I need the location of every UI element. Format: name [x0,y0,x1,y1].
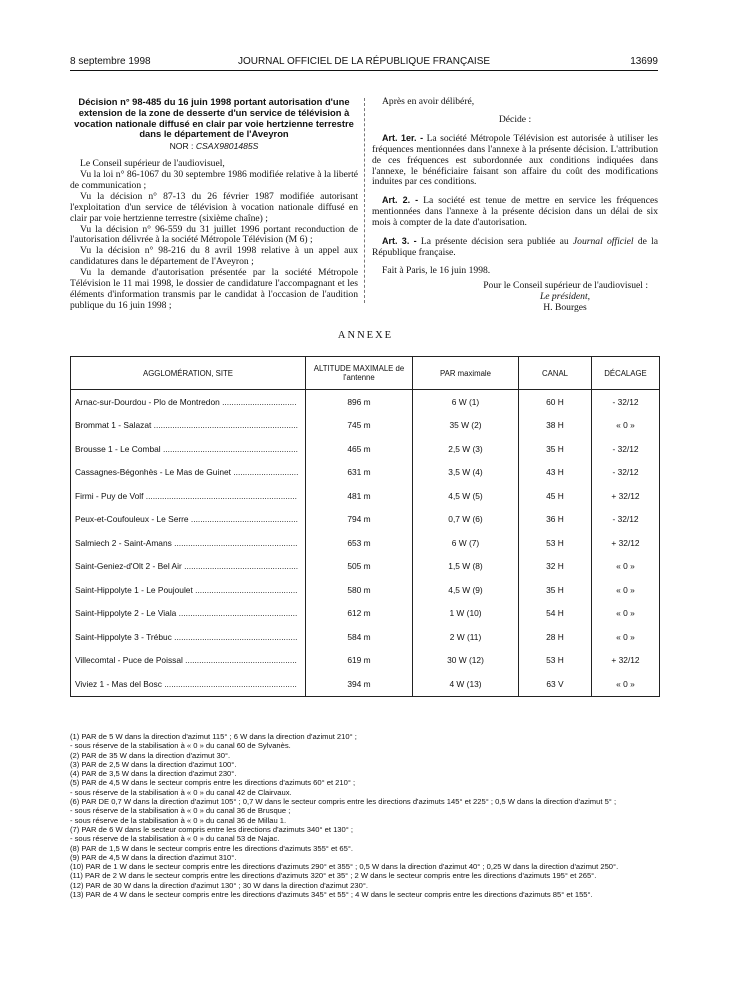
cell-decalage: - 32/12 [592,461,660,485]
article-3-text-before: La présente décision sera publiée au [420,236,569,248]
cell-altitude: 505 m [306,555,413,579]
cell-decalage: « 0 » [592,555,660,579]
cell-canal: 35 H [519,437,592,461]
note-line: (5) PAR de 4,5 W dans le secteur compris entre les directions d'azimuts 60° et 210° ; [70,778,356,788]
article-1-text: La société Métropole Télévision est autorisée à utiliser les fréquences mentionnées dans l'annexe à la présente décision. L'attribution de ces fréquences est subordonnée aux conditions indiquées dans l'annexe, le bénéficiaire faisant son affaire du coût des modifications induites par ces conditions. [372,132,658,188]
signature-role-line [372,292,658,303]
site-name: Saint-Hippolyte 3 - Trébuc [75,631,172,642]
annexe-notes [70,732,660,899]
table-row [71,555,660,579]
site-name: Saint-Geniez-d'Olt 2 - Bel Air [75,561,182,572]
cell-decalage: « 0 » [592,625,660,649]
cell-canal: 60 H [519,390,592,414]
cell-canal: 63 V [519,672,592,696]
article-3-journal: Journal officiel [572,236,634,248]
col-header-decalage: DÉCALAGE [592,357,660,390]
note-line: (8) PAR de 1,5 W dans le secteur compris entre les directions d'azimuts 355° et 65°. [70,843,353,853]
cell-canal: 32 H [519,555,592,579]
dot-leader: .............................................................. [151,420,298,431]
cell-altitude: 481 m [306,484,413,508]
cell-decalage: « 0 » [592,414,660,438]
cell-canal: 36 H [519,508,592,532]
site-name: Salmiech 2 - Saint-Amans [75,537,172,548]
header-date: 8 septembre 1998 [70,56,151,67]
dot-leader: ................................................ [182,655,297,666]
article-3 [372,236,658,259]
table-row [71,390,660,414]
note-line: (7) PAR de 6 W dans le secteur compris entre les directions d'azimuts 340° et 130° ; [70,824,353,834]
dot-leader: ......................................................... [161,678,297,689]
site-name: Firmi - Puy de Volf [75,490,144,501]
cell-altitude: 394 m [306,672,413,696]
signature-for: Pour le Conseil supérieur de l'audiovisuel : [483,279,648,291]
signature-name: H. Bourges [543,301,587,313]
cell-site [71,555,306,579]
note-line: (3) PAR de 2,5 W dans la direction d'azimut 100°. [70,759,237,769]
cell-decalage: + 32/12 [592,484,660,508]
paragraph: Vu la décision n° 96-559 du 31 juillet 1996 portant reconduction de l'autorisation délivrée à la société Métropole Télévision (M 6) ; [70,223,358,246]
cell-site [71,508,306,532]
deliberation: Après en avoir délibéré, [382,96,475,107]
dot-leader: ..................................................... [171,537,298,548]
note-line: (2) PAR de 35 W dans la direction d'azimut 30°. [70,750,231,760]
note-line: (10) PAR de 1 W dans le secteur compris entre les directions d'azimuts 290° et 355° ; 0,5 W dans la direction d'azimut 40° ; 0,25 W dans la direction d'azimut 250°. [70,862,619,872]
cell-decalage: - 32/12 [592,390,660,414]
dot-leader: ................................ [219,396,297,407]
dot-leader: ............................ [230,467,299,478]
site-name: Saint-Hippolyte 2 - Le Viala [75,608,177,619]
header-rule [70,70,658,71]
note-line: - sous réserve de la stabilisation à « 0 » du canal 60 de Sylvanès. [70,741,291,751]
cell-site [71,461,306,485]
signature-role: Le président, [539,290,591,302]
col-header-par: PAR maximale [413,357,519,390]
cell-altitude: 794 m [306,508,413,532]
cell-par: 3,5 W (4) [413,461,519,485]
site-name: Saint-Hippolyte 1 - Le Poujoulet [75,584,193,595]
dot-leader: ................................................................. [143,490,297,501]
cell-par: 0,7 W (6) [413,508,519,532]
cell-decalage: - 32/12 [592,437,660,461]
cell-par: 2,5 W (3) [413,437,519,461]
table-row [71,437,660,461]
site-name: Arnac-sur-Dourdou - Plo de Montredon [75,396,220,407]
table-row [71,578,660,602]
cell-site [71,484,306,508]
done-at: Fait à Paris, le 16 juin 1998. [382,264,491,276]
col-header-altitude: ALTITUDE MAXIMALE de l'antenne [306,357,413,390]
table-row [71,461,660,485]
cell-altitude: 612 m [306,602,413,626]
page-header [70,56,658,70]
cell-site [71,672,306,696]
paragraph: Vu la décision n° 98-216 du 8 avril 1998 relative à un appel aux candidatures dans le département de l'Aveyron ; [70,245,358,268]
cell-canal: 53 H [519,649,592,673]
cell-par: 35 W (2) [413,414,519,438]
cell-site [71,531,306,555]
article-3-text-after: de la République française. [372,236,658,258]
cell-site [71,414,306,438]
decision-title: Décision n° 98-485 du 16 juin 1998 portant autorisation d'une extension de la zone de desserte d'un service de télévision à vocation nationale diffusé en clair par voie hertzienne terrestre dans le département de l'Aveyron [74,96,354,140]
cell-canal: 53 H [519,531,592,555]
note-line: (6) PAR DE 0,7 W dans la direction d'azimut 105° ; 0,7 W dans le secteur compris entre les directions d'azimuts 145° et 225° ; 0,5 W dans la direction d'azimut 5° ; [70,797,617,807]
nor-label: NOR : [169,141,194,152]
dot-leader: ..................................................... [171,631,298,642]
article-2-label: Art. 2. - [382,195,419,206]
table-row [71,508,660,532]
cell-canal: 54 H [519,602,592,626]
dot-leader: ................................................. [181,561,299,572]
table-row [71,484,660,508]
site-name: Brommat 1 - Salazat [75,420,152,431]
article-3-label: Art. 3. - [382,236,417,247]
cell-altitude: 619 m [306,649,413,673]
col-header-site: AGGLOMÉRATION, SITE [71,357,306,390]
paragraph: Vu la demande d'autorisation présentée par la société Métropole Télévision le 11 mai 1998, le dossier de candidature l'accompagnant et les éléments d'information transmis par le candidat à l'occasion de l'audition publique du 16 juin 1998 ; [70,267,358,311]
cell-decalage: « 0 » [592,602,660,626]
dot-leader: ................................................... [176,608,298,619]
note-line: - sous réserve de la stabilisation à « 0 » du canal 53 de Najac. [70,834,280,844]
cell-decalage: « 0 » [592,578,660,602]
cell-canal: 28 H [519,625,592,649]
cell-altitude: 745 m [306,414,413,438]
cell-site [71,602,306,626]
cell-par: 6 W (7) [413,531,519,555]
table-header-row [71,357,660,390]
table-row [71,414,660,438]
article-2 [372,195,658,229]
cell-site [71,649,306,673]
table-body [71,390,660,697]
cell-par: 4,5 W (5) [413,484,519,508]
left-column [70,97,358,312]
nor-value: CSAX9801485S [195,141,259,152]
cell-decalage: + 32/12 [592,649,660,673]
paragraph: Vu la décision n° 87-13 du 26 février 1987 modifiée autorisant l'exploitation d'un service de télévision à vocation nationale diffusé en clair par voie hertzienne terrestre (sixième chaîne) ; [70,190,358,224]
cell-altitude: 580 m [306,578,413,602]
table-row [71,625,660,649]
table-row [71,602,660,626]
cell-altitude: 653 m [306,531,413,555]
site-name: Cassagnes-Bégonhès - Le Mas de Guinet [75,467,231,478]
cell-altitude: 896 m [306,390,413,414]
cell-canal: 35 H [519,578,592,602]
paragraph: Le Conseil supérieur de l'audiovisuel, [80,158,225,170]
nor-reference [70,141,358,152]
note-line: (1) PAR de 5 W dans la direction d'azimut 115° ; 6 W dans la direction d'azimut 210° ; [70,732,357,741]
table-row [71,649,660,673]
right-column [372,97,658,314]
site-name: Brousse 1 - Le Combal [75,443,161,454]
cell-decalage: + 32/12 [592,531,660,555]
note-line: (4) PAR de 3,5 W dans la direction d'azimut 230°. [70,769,237,779]
header-page-number: 13699 [630,56,658,67]
note-line: (13) PAR de 4 W dans le secteur compris entre les directions d'azimuts 345° et 55° ; 4 W dans le secteur compris entre les directions d'azimuts 85° et 155°. [70,890,593,900]
article-1 [372,133,658,189]
note-line: (12) PAR de 30 W dans la direction d'azimut 130° ; 30 W dans la direction d'azimut 230°. [70,880,368,890]
cell-site [71,437,306,461]
table-row [71,672,660,696]
col-header-canal: CANAL [519,357,592,390]
cell-par: 4 W (13) [413,672,519,696]
dot-leader: .......................................................... [160,443,298,454]
cell-canal: 38 H [519,414,592,438]
dot-leader: .............................................. [188,514,298,525]
cell-par: 6 W (1) [413,390,519,414]
article-1-label: Art. 1er. - [382,132,424,143]
note-line: - sous réserve de la stabilisation à « 0 » du canal 36 de Brusque ; [70,806,291,816]
cell-altitude: 631 m [306,461,413,485]
cell-site [71,625,306,649]
cell-decalage: - 32/12 [592,508,660,532]
cell-par: 30 W (12) [413,649,519,673]
note-line: (11) PAR de 2 W dans le secteur compris entre les directions d'azimuts 320° et 35° ; 2 W dans le secteur compris entre les directions d'azimuts 195° et 265°. [70,871,597,881]
header-journal: JOURNAL OFFICIEL DE LA RÉPUBLIQUE FRANÇAISE [237,56,491,67]
cell-altitude: 465 m [306,437,413,461]
cell-canal: 45 H [519,484,592,508]
dot-leader: ............................................ [192,584,298,595]
cell-par: 4,5 W (9) [413,578,519,602]
cell-decalage: « 0 » [592,672,660,696]
annexe-title: ANNEXE [337,330,394,341]
note-line: (9) PAR de 4,5 W dans la direction d'azimut 310°. [70,852,237,862]
table-row [71,531,660,555]
site-name: Viviez 1 - Mas del Bosc [75,678,162,689]
paragraph: Vu la loi n° 86-1067 du 30 septembre 1986 modifiée relative à la liberté de communication ; [70,169,358,191]
cell-par: 1,5 W (8) [413,555,519,579]
site-name: Villecomtal - Puce de Poissal [75,655,183,666]
note-line: - sous réserve de la stabilisation à « 0 » du canal 42 de Clairvaux. [70,787,292,797]
cell-par: 1 W (10) [413,602,519,626]
annexe-table [70,356,660,697]
decide: Décide : [498,113,532,125]
site-name: Peux-et-Coufouleux - Le Serre [75,514,189,525]
note-line: - sous réserve de la stabilisation à « 0 » du canal 36 de Millau 1. [70,815,287,825]
article-2-text: La société est tenue de mettre en service les fréquences mentionnées dans l'annexe à la présente décision dans un délai de six mois à compter de la date d'autorisation. [372,195,658,229]
column-divider [364,98,365,303]
cell-site [71,390,306,414]
cell-site [71,578,306,602]
cell-canal: 43 H [519,461,592,485]
cell-par: 2 W (11) [413,625,519,649]
cell-altitude: 584 m [306,625,413,649]
